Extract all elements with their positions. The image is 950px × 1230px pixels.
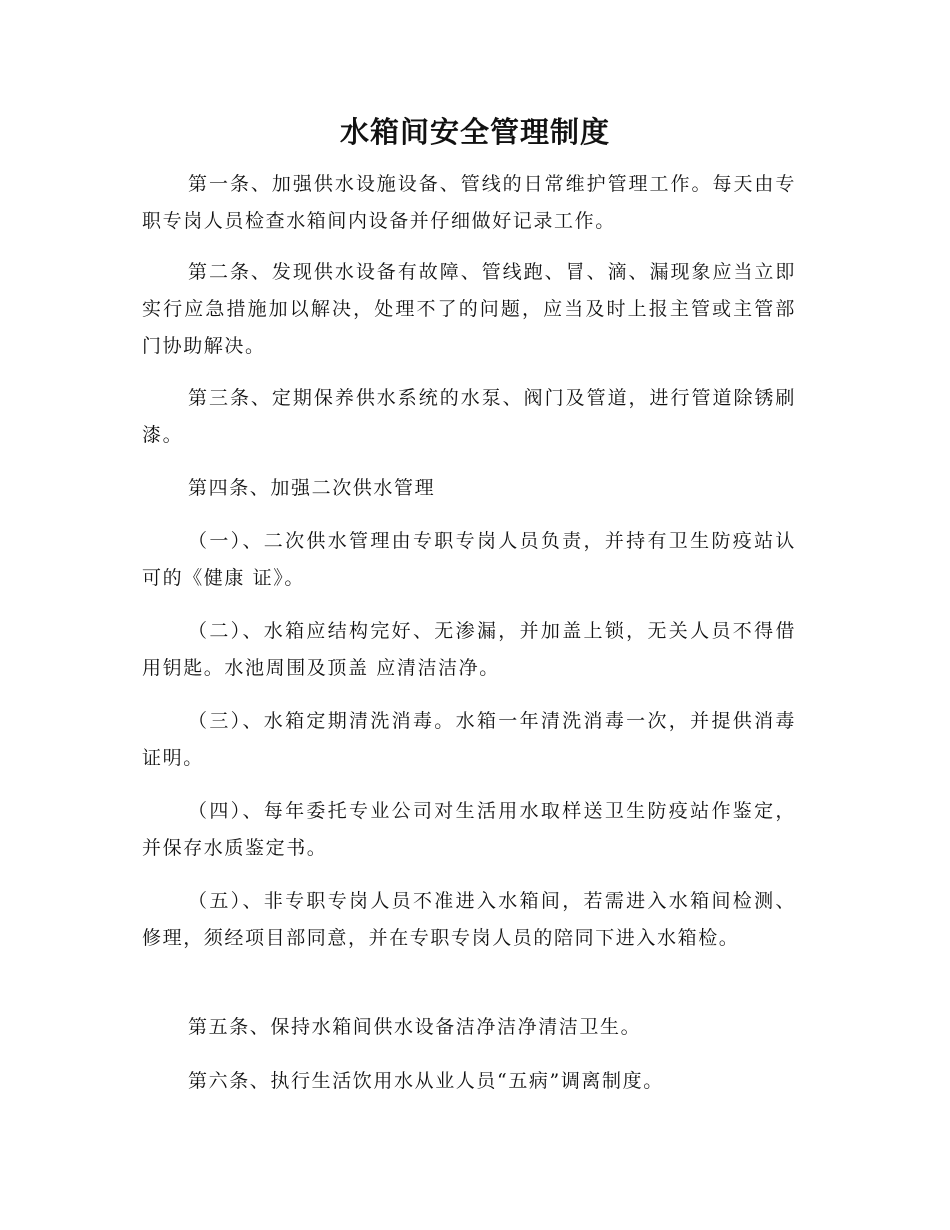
paragraph-item-4: （四）、每年委托专业公司对生活用水取样送卫生防疫站作鉴定，并保存水质鉴定书。: [142, 800, 796, 859]
paragraph-item-5: （五）、非专职专岗人员不准进入水箱间，若需进入水箱间检测、修理，须经项目部同意，并在专职专岗人员的陪同下进入水箱检。: [142, 890, 796, 949]
paragraph-article-1: 第一条、加强供水设施设备、管线的日常维护管理工作。每天由专职专岗人员检查水箱间内设备并仔细做好记录工作。: [142, 173, 796, 232]
paragraph-article-6: 第六条、执行生活饮用水从业人员“五病”调离制度。: [188, 1070, 664, 1092]
paragraph-article-4: 第四条、加强二次供水管理: [188, 477, 436, 499]
paragraph-item-1: （一）、二次供水管理由专职专岗人员负责，并持有卫生防疫站认可的《健康 证》。: [142, 530, 796, 589]
document-title: 水箱间安全管理制度: [339, 115, 610, 149]
paragraph-article-2: 第二条、发现供水设备有故障、管线跑、冒、滴、漏现象应当立即实行应急措施加以解决，处理不了的问题，应当及时上报主管或主管部门协助解决。: [142, 261, 796, 357]
paragraph-item-3: （三）、水箱定期清洗消毒。水箱一年清洗消毒一次，并提供消毒证明。: [142, 710, 796, 769]
paragraph-article-5: 第五条、保持水箱间供水设备洁净洁净清洁卫生。: [188, 1016, 642, 1038]
paragraph-article-3: 第三条、定期保养供水系统的水泵、阀门及管道，进行管道除锈刷漆。: [142, 387, 796, 446]
paragraph-item-2: （二）、水箱应结构完好、无渗漏，并加盖上锁，无关人员不得借用钥匙。水池周围及顶盖 应清洁洁净。: [142, 620, 796, 679]
